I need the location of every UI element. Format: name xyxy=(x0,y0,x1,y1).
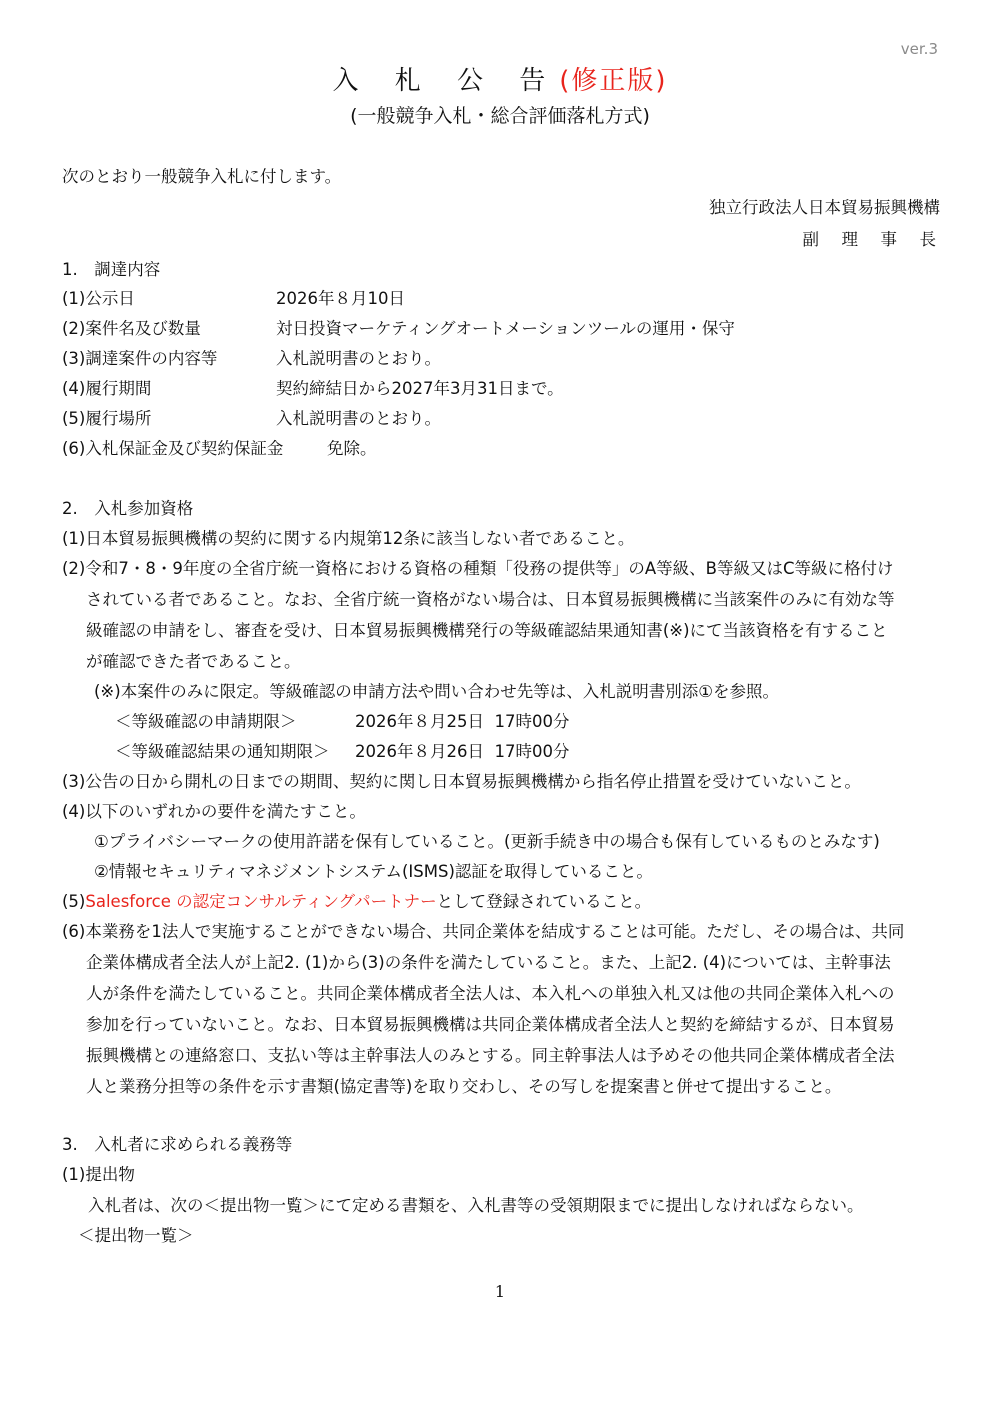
intro-text: 次のとおり一般競争入札に付します。 xyxy=(62,167,342,186)
issuer-role: 副 理 事 長 xyxy=(802,230,940,249)
section2-item-5 xyxy=(62,888,651,912)
item5-suffix: として登録されていること。 xyxy=(436,892,652,911)
title-main: 入 札 公 告 xyxy=(332,66,560,96)
section2-item-1: (1)日本貿易振興機構の契約に関する内規第12条に該当しない者であること。 xyxy=(62,529,635,548)
section1-item-label: (4)履行期間 xyxy=(62,379,152,398)
item5-highlight: Salesforce の認定コンサルティングパートナー xyxy=(85,892,437,911)
title-revision: (修正版) xyxy=(559,66,668,96)
section2-item-4-sub: ①プライバシーマークの使用許諾を保有していること。(更新手続き中の場合も保有しているものとみなす) xyxy=(94,832,880,851)
section2-item-2-line: (2)令和7・8・9年度の全省庁統一資格における資格の種類「役務の提供等」のA等級、B等級又はC等級に格付け xyxy=(62,559,894,578)
section3-heading: 3. 入札者に求められる義務等 xyxy=(62,1135,293,1154)
section2-item-6-line: 人が条件を満たしていること。共同企業体構成者全法人は、本入札への単独入札又は他の共同企業体入札への xyxy=(86,984,895,1003)
deadline-label: ＜等級確認結果の通知期限＞ xyxy=(115,742,330,761)
section1-item-label: (2)案件名及び数量 xyxy=(62,319,201,338)
section1-heading: 1. 調達内容 xyxy=(62,260,161,279)
section2-heading: 2. 入札参加資格 xyxy=(62,499,194,518)
section1-item-value: 入札説明書のとおり。 xyxy=(276,409,441,428)
section2-item-4-sub: ②情報セキュリティマネジメントシステム(ISMS)認証を取得していること。 xyxy=(94,862,653,881)
section1-item-label: (5)履行場所 xyxy=(62,409,152,428)
section1-item-label: (1)公示日 xyxy=(62,289,135,308)
section2-item-3: (3)公告の日から開札の日までの期間、契約に関し日本貿易振興機構から指名停止措置を受けていないこと。 xyxy=(62,772,861,791)
issuer-org: 独立行政法人日本貿易振興機構 xyxy=(709,198,940,217)
section1-item-value: 免除。 xyxy=(327,439,377,458)
section3-item-1-text: 入札者は、次の＜提出物一覧＞にて定める書類を、入札書等の受領期限までに提出しなければならない。 xyxy=(88,1196,864,1215)
section1-item-value: 契約締結日から2027年3月31日まで。 xyxy=(276,379,564,398)
section2-note: (※)本案件のみに限定。等級確認の申請方法や問い合わせ先等は、入札説明書別添①を参照。 xyxy=(94,682,779,701)
section2-item-2-line: が確認できた者であること。 xyxy=(86,652,301,671)
document-subtitle: (一般競争入札・総合評価落札方式) xyxy=(350,105,650,127)
version-label: ver.3 xyxy=(900,40,938,58)
section1-item-value: 2026年８月10日 xyxy=(276,289,405,308)
section2-item-6-line: 振興機構との連絡窓口、支払い等は主幹事法人のみとする。同主幹事法人は予めその他共同企業体構成者全法 xyxy=(86,1046,895,1065)
item5-prefix: (5) xyxy=(62,892,86,911)
section2-item-6-line: 人と業務分担等の条件を示す書類(協定書等)を取り交わし、その写しを提案書と併せて提出すること。 xyxy=(86,1077,842,1096)
section2-item-6-line: 参加を行っていないこと。なお、日本貿易振興機構は共同企業体構成者全法人と契約を締結するが、日本貿易 xyxy=(86,1015,895,1034)
submission-list-heading: ＜提出物一覧＞ xyxy=(78,1226,194,1245)
page-number: 1 xyxy=(494,1282,506,1301)
deadline-value: 2026年８月25日 17時00分 xyxy=(355,712,570,731)
section3-item-1: (1)提出物 xyxy=(62,1165,135,1184)
document-title xyxy=(0,60,1000,97)
section1-item-value: 対日投資マーケティングオートメーションツールの運用・保守 xyxy=(276,319,735,338)
deadline-value: 2026年８月26日 17時00分 xyxy=(355,742,570,761)
deadline-label: ＜等級確認の申請期限＞ xyxy=(115,712,297,731)
section1-item-value: 入札説明書のとおり。 xyxy=(276,349,441,368)
section2-item-2-line: されている者であること。なお、全省庁統一資格がない場合は、日本貿易振興機構に当該案件のみに有効な等 xyxy=(86,590,895,609)
section1-item-label: (6)入札保証金及び契約保証金 xyxy=(62,439,284,458)
section2-item-6-line: 企業体構成者全法人が上記2. (1)から(3)の条件を満たしていること。また、上記2. (4)については、主幹事法 xyxy=(86,953,891,972)
section2-item-4: (4)以下のいずれかの要件を満たすこと。 xyxy=(62,802,366,821)
section2-item-2-line: 級確認の申請をし、審査を受け、日本貿易振興機構発行の等級確認結果通知書(※)にて当該資格を有すること xyxy=(86,621,888,640)
section1-item-label: (3)調達案件の内容等 xyxy=(62,349,218,368)
section2-item-6-line: (6)本業務を1法人で実施することができない場合、共同企業体を結成することは可能。ただし、その場合は、共同 xyxy=(62,922,905,941)
